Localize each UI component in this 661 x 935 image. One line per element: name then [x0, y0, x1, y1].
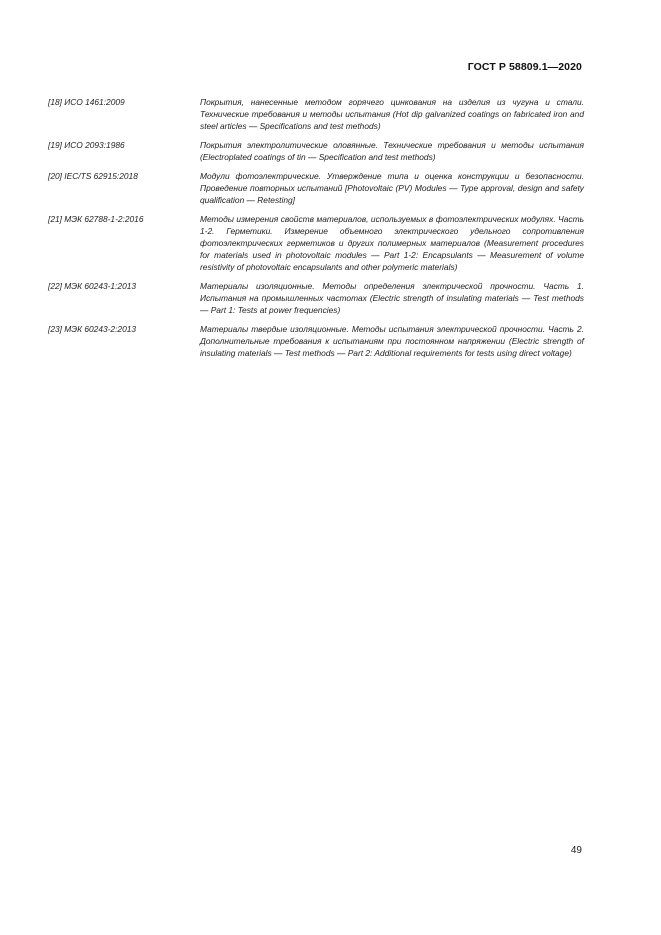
bibliography-entry [48, 213, 584, 273]
reference-code: [23] МЭК 60243-2:2013 [48, 324, 137, 334]
bibliography-list [48, 96, 584, 366]
reference-title: Материалы изоляционные. Методы определения электрической прочности. Часть 1. Испытания на промышленных частотах (Electric strength of insulating materials — Test methods — Part 1: Tests at power frequencies) [200, 281, 584, 315]
reference-code: [22] МЭК 60243-1:2013 [48, 281, 137, 291]
reference-code: [20] IEC/TS 62915:2018 [48, 171, 138, 181]
bibliography-entry [48, 96, 584, 132]
reference-code: [19] ИСО 2093:1986 [48, 140, 125, 150]
bibliography-entry [48, 139, 584, 163]
reference-title: Методы измерения свойств материалов, используемых в фотоэлектрических модулях. Часть 1-2. Герметики. Измерение объемного электрического удельного сопротивления фотоэлектрических герметиков и других полимерных материалов (Measurement procedures for materials used in photovoltaic modules — Part 1-2: Encapsulants — Measurement of volume resistivity of photovoltaic encapsulants and other polymeric materials) [200, 214, 584, 272]
bibliography-entry [48, 280, 584, 316]
bibliography-entry [48, 170, 584, 206]
reference-title: Модули фотоэлектрические. Утверждение типа и оценка конструкции и безопасности. Проведение повторных испытаний [Photovoltaic (PV) Modules — Type approval, design and safety qualification — Retesting] [200, 171, 584, 205]
reference-title: Покрытия электролитические оловянные. Технические требования и методы испытания (Electroplated coatings of tin — Specification and test methods) [200, 140, 584, 162]
reference-code: [18] ИСО 1461:2009 [48, 97, 125, 107]
reference-code: [21] МЭК 62788-1-2:2016 [48, 214, 144, 224]
page-number: 49 [570, 845, 582, 856]
reference-title: Материалы твердые изоляционные. Методы испытания электрической прочности. Часть 2. Дополнительные требования к испытаниям при постоянном напряжении (Electric strength of insulating materials — Test methods — Part 2: Additional requirements for tests using direct voltage) [200, 324, 584, 358]
reference-title: Покрытия, нанесенные методом горячего цинкования на изделия из чугуна и стали. Технические требования и методы испытания (Hot dip galvanized coatings on fabricated iron and steel articles — Specifications and test methods) [200, 97, 584, 131]
document-header: ГОСТ Р 58809.1—2020 [467, 61, 582, 73]
bibliography-entry [48, 323, 584, 359]
